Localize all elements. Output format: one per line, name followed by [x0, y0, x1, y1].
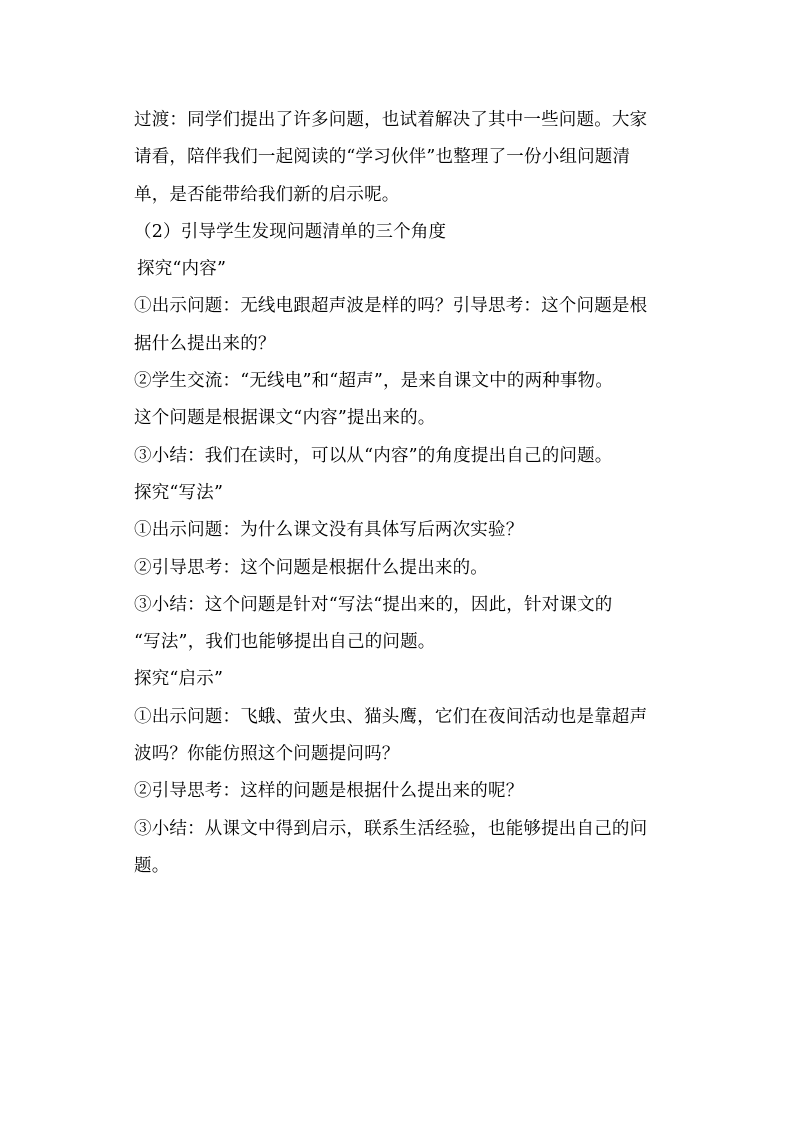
paragraph-transition-line-1: 过渡：同学们提出了许多问题，也试着解决了其中一些问题。大家: [134, 110, 648, 130]
paragraph-transition-line-3: 单，是否能带给我们新的启示呢。: [134, 184, 400, 205]
content-step-2-line-1: ②学生交流：“无线电”和“超声”，是来自课文中的两种事物。: [134, 371, 614, 392]
document-body: [134, 102, 674, 885]
inspiration-step-3-line-1: ③小结：从课文中得到启示，联系生活经验，也能够提出自己的问: [134, 818, 648, 839]
writing-step-3-line-1: ③小结：这个问题是针对“写法“提出来的，因此，针对课文的: [134, 594, 613, 615]
writing-step-1: ①出示问题：为什么课文没有具体写后两次实验？: [134, 520, 524, 541]
inspiration-step-2: ②引导思考：这样的问题是根据什么提出来的呢？: [134, 781, 524, 802]
writing-step-3-line-2: “写法”，我们也能够提出自己的问题。: [134, 632, 436, 653]
subheading-inspiration: 探究“启示”: [134, 669, 224, 690]
content-step-1-line-2: 据什么提出来的？: [134, 333, 276, 354]
content-step-1-line-1: ①出示问题：无线电跟超声波是样的吗？引导思考：这个问题是根: [134, 296, 648, 317]
subheading-content: 探究“内容”: [137, 259, 227, 280]
paragraph-transition-line-2: 请看，陪伴我们一起阅读的“学习伙伴”也整理了一份小组问题清: [134, 147, 631, 168]
inspiration-step-1-line-1: ①出示问题：飞蛾、萤火虫、猫头鹰，它们在夜间活动也是靠超声: [134, 706, 648, 727]
section-heading-step-2: （2）引导学生发现问题清单的三个角度: [134, 221, 447, 242]
content-step-3: ③小结：我们在读时，可以从“内容”的角度提出自己的问题。: [134, 445, 613, 466]
content-step-2-line-2: 这个问题是根据课文“内容”提出来的。: [134, 408, 436, 429]
writing-step-2: ②引导思考：这个问题是根据什么提出来的。: [134, 557, 488, 578]
subheading-writing: 探究“写法”: [134, 482, 224, 503]
inspiration-step-3-line-2: 题。: [134, 855, 170, 876]
inspiration-step-1-line-2: 波吗？你能仿照这个问题提问吗？: [134, 744, 400, 765]
